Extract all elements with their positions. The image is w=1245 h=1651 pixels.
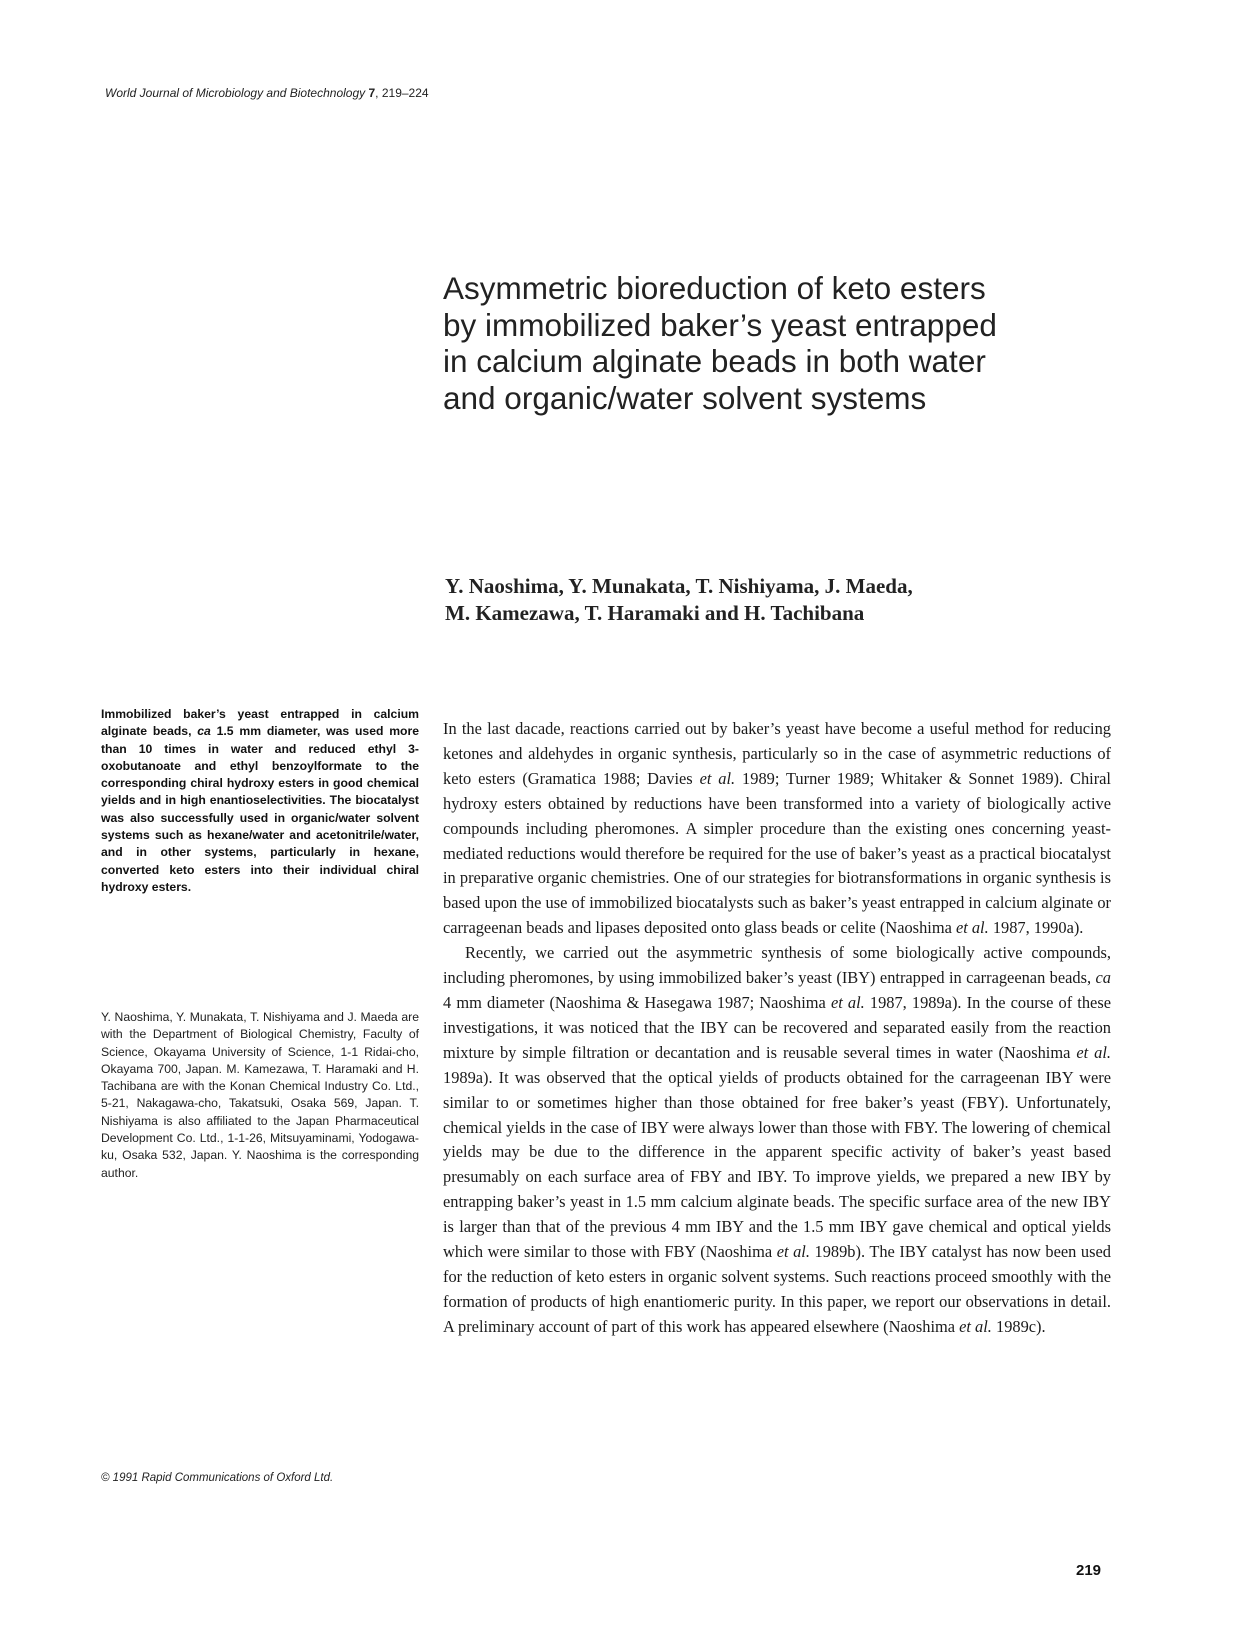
et-al: et al.: [699, 768, 736, 788]
title-line: by immobilized baker’s yeast entrapped: [443, 306, 997, 343]
body-text: 1989b). The IBY catalyst has now been used for the reduction of keto esters in organic solvent systems. Such reactions proceed smoothly with the formation of products of high enantiomeric purity. In this paper, we report our observations in detail. A preliminary account of part of this work has appeared elsewhere (Naoshima: [443, 1242, 1111, 1336]
body-text: Recently, we carried out the asymmetric synthesis of some biologically active compounds, including pheromones, by using immobilized baker’s yeast (IBY) entrapped in carrageenan beads,: [443, 943, 1111, 988]
et-al: et al.: [1076, 1042, 1112, 1062]
journal-citation: World Journal of Microbiology and Biotechnology 7, 219–224: [105, 86, 429, 100]
abstract-ca: ca: [197, 724, 211, 739]
page-number: 219: [1076, 1562, 1102, 1579]
journal-volume: 7: [368, 86, 376, 100]
authors-line: Y. Naoshima, Y. Munakata, T. Nishiyama, J. Maeda,: [445, 574, 913, 598]
abstract: [101, 706, 419, 896]
et-al: et al.: [830, 992, 865, 1012]
authors-line: M. Kamezawa, T. Haramaki and H. Tachibana: [445, 601, 865, 625]
title-line: and organic/water solvent systems: [443, 379, 927, 416]
body-text: 1987, 1989a). In the course of these investigations, it was noticed that the IBY can be recovered and separated easily from the reaction mixture by simple filtration or decantation and is reusable several times in water (Naoshima: [443, 992, 1111, 1062]
body-text: 4 mm diameter (Naoshima & Hasegawa 1987; Naoshima: [443, 992, 831, 1012]
author-list: [445, 573, 1165, 627]
et-al: et al.: [955, 918, 989, 938]
title-line: in calcium alginate beads in both water: [443, 343, 986, 379]
article-body: [443, 717, 1111, 1340]
copyright-notice: © 1991 Rapid Communications of Oxford Ltd.: [101, 1472, 334, 1484]
journal-pages: 219–224: [381, 86, 429, 100]
abstract-text: 1.5 mm diameter, was used more than 10 times in water and reduced ethyl 3-oxobutanoate and ethyl benzoylformate to the corresponding chiral hydroxy esters in good chemical yields and in high enantioselectivities. The biocatalyst was also successfully used in organic/water solvent systems such as hexane/water and acetonitrile/water, and in other systems, particularly in hexane, converted keto esters into their individual chiral hydroxy esters.: [101, 724, 420, 894]
author-affiliations: Y. Naoshima, Y. Munakata, T. Nishiyama and J. Maeda are with the Department of Biological Chemistry, Faculty of Science, Okayama University of Science, 1-1 Ridai-cho, Okayama 700, Japan. M. Kamezawa, T. Haramaki and H. Tachibana are with the Konan Chemical Industry Co. Ltd., 5-21, Nakagawa-cho, Takatsuki, Osaka 569, Japan. T. Nishiyama is also affiliated to the Japan Pharmaceutical Development Co. Ltd., 1-1-26, Mitsuyaminami, Yodogawa-ku, Osaka 532, Japan. Y. Naoshima is the corresponding author.: [101, 1010, 419, 1180]
body-text: 1989a). It was observed that the optical yields of products obtained for the carrageenan IBY were similar to or sometimes higher than those obtained for free baker’s yeast (FBY). Unfortunately, chemical yields in the case of IBY were always lower than those with FBY. The lowering of chemical yields may be due to the difference in the apparent specific activity of baker’s yeast based presumably on each surface area of FBY and IBY. To improve yields, we prepared a new IBY by entrapping baker’s yeast in 1.5 mm calcium alginate beads. The specific surface area of the new IBY is larger than that of the previous 4 mm IBY and the 1.5 mm IBY gave chemical and optical yields which were similar to those with FBY (Naoshima: [443, 1067, 1111, 1262]
article-title: [443, 270, 1163, 416]
et-al: et al.: [776, 1242, 810, 1262]
body-paragraph: [443, 717, 1111, 941]
journal-name: World Journal of Microbiology and Biotechnology: [105, 86, 366, 100]
body-text: 1987, 1990a).: [988, 918, 1084, 938]
ca: ca: [1095, 968, 1111, 988]
body-text: In the last dacade, reactions carried out by baker’s yeast have become a useful method for reducing ketones and aldehydes in organic synthesis, particularly so in the case of asymmetric reductions of keto esters (Gramatica 1988; Davies: [443, 719, 1111, 788]
abstract-text: Immobilized baker’s yeast entrapped in calcium alginate beads,: [101, 707, 419, 739]
title-line: Asymmetric bioreduction of keto esters: [443, 270, 986, 306]
body-paragraph: [443, 941, 1111, 1340]
body-text: 1989; Turner 1989; Whitaker & Sonnet 1989). Chiral hydroxy esters obtained by reductions have been transformed into a variety of biologically active compounds including pheromones. A simpler procedure than the existing ones concerning yeast-mediated reductions would therefore be required for the use of baker’s yeast as a practical biocatalyst in preparative organic chemistries. One of our strategies for biotransformations in organic synthesis is based upon the use of immobilized biocatalysts such as baker’s yeast entrapped in calcium alginate or carrageenan beads and lipases deposited onto glass beads or celite (Naoshima: [443, 768, 1111, 938]
body-text: 1989c).: [991, 1316, 1046, 1336]
et-al: et al.: [959, 1316, 992, 1336]
